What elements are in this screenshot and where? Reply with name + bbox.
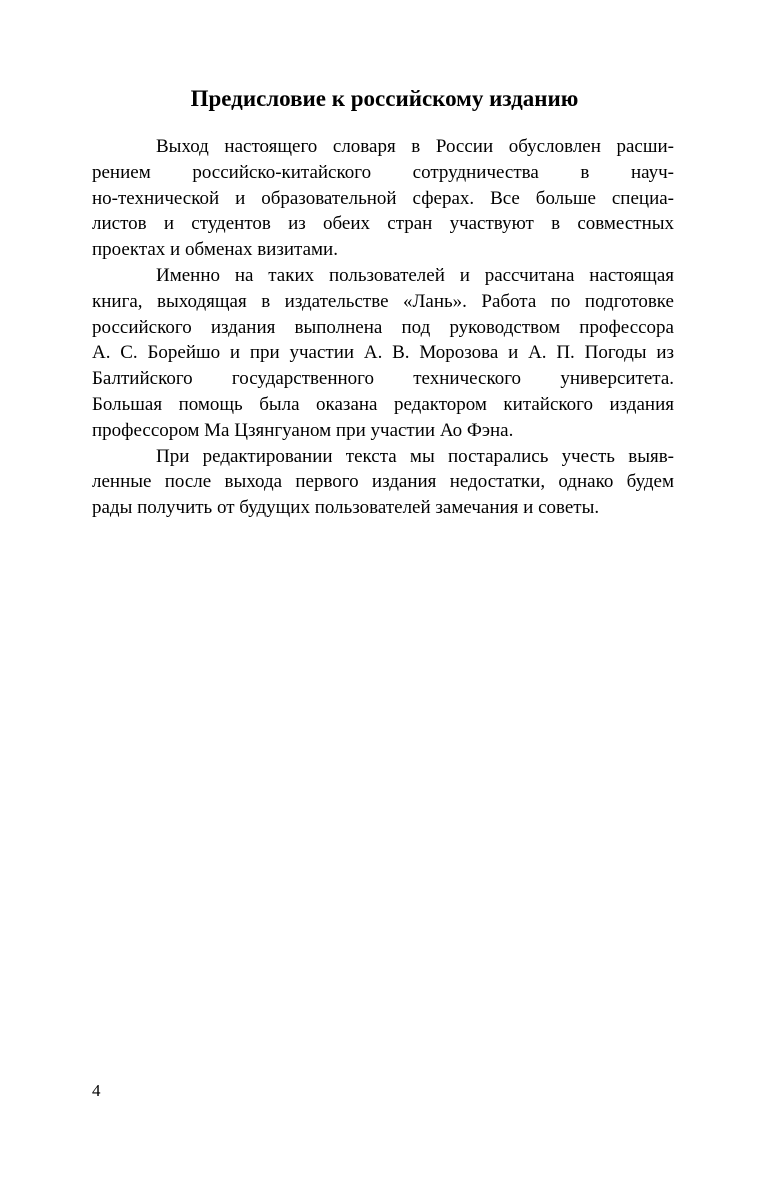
text-line: Именно на таких пользователей и рассчитана настоящая [156, 264, 674, 286]
text-line: российского издания выполнена под руководством профессора [92, 316, 674, 338]
text-line: книга, выходящая в издательстве «Лань». Работа по подготовке [92, 290, 674, 312]
text-line: ленные после выхода первого издания недостатки, однако будем [92, 471, 674, 493]
text-line: Выход настоящего словаря в России обусловлен расши- [156, 136, 674, 157]
text-line: А. С. Борейшо и при участии А. В. Морозова и А. П. Погоды из [92, 342, 674, 364]
preface-body [92, 134, 674, 521]
page-title: Предисловие к российскому изданию [190, 86, 579, 111]
text-line: рады получить от будущих пользователей замечания и советы. [92, 497, 600, 519]
text-line: При редактировании текста мы постарались учесть выяв- [156, 445, 674, 467]
text-line: проектах и обменах визитами. [92, 239, 338, 261]
paragraph [92, 263, 674, 444]
text-line: Балтийского государственного технического университета. [92, 368, 674, 390]
text-line: профессором Ма Цзянгуаном при участии Ао Фэна. [92, 419, 514, 441]
text-line: листов и студентов из обеих стран участвуют в совместных [92, 213, 674, 235]
text-line: но-технической и образовательной сферах. Все больше специа- [92, 187, 674, 209]
text-line: рением российско-китайского сотрудничества в науч- [92, 161, 674, 183]
paragraph [92, 134, 674, 263]
text-line: Большая помощь была оказана редактором китайского издания [92, 393, 674, 415]
paragraph [92, 444, 674, 521]
page-number: 4 [92, 1081, 101, 1100]
